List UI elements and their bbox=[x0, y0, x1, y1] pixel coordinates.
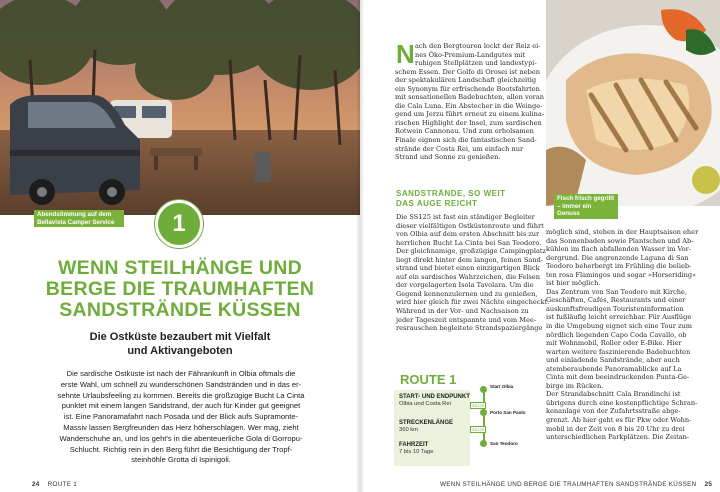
chapter-headline bbox=[30, 258, 330, 321]
page-number: 24 bbox=[32, 481, 40, 488]
text-line: Während in der Vor- und Nachsaison zu bbox=[396, 307, 529, 316]
text-line: mobil in der Zeit von 8 bis 20 Uhr zu drei bbox=[546, 424, 685, 433]
stop-label: San Teodoro bbox=[490, 441, 518, 446]
lead-line: Schlucht. Richtig rein in den Berg führt die Besichtigung der Tropf- bbox=[69, 444, 293, 454]
text-line: übrigens durch eine kostenpflichtige Schran- bbox=[546, 398, 698, 407]
text-line: resrauschen begleitete Strandspaziergänge bbox=[396, 324, 543, 333]
section-text-column-2 bbox=[546, 228, 716, 442]
drop-cap: N bbox=[396, 39, 415, 69]
text-line: atemberaubende Panoramablicke auf La bbox=[546, 364, 682, 373]
intro-line: schem Essen. Der Golfo di Orosei ist neben bbox=[395, 67, 540, 76]
lead-paragraph bbox=[22, 369, 340, 466]
right-folio bbox=[440, 481, 712, 488]
text-line: auf ein sardisches Wahrzeichen, die Felsen bbox=[396, 272, 540, 281]
lead-line: Massiv lassen Bergfreunden das Herz höherschlagen. Wer mag, zieht bbox=[63, 422, 299, 432]
stop-dot bbox=[480, 440, 487, 447]
text-line: das Sonnenbaden sowie Plantschen und Ab- bbox=[546, 236, 694, 245]
length-fact bbox=[399, 420, 453, 434]
subhead-line: Die Ostküste bezaubert mit Vielfalt bbox=[89, 331, 271, 343]
text-line: von Olbia auf dem ersten Abschnitt bis zur bbox=[396, 230, 540, 239]
intro-line: gend um Jerzu führt erneut zu einem kulina- bbox=[395, 110, 545, 119]
intro-line: die Cala Luna. Ein Abstecher in die Weinge- bbox=[395, 101, 543, 110]
duration-label: FAHRZEIT bbox=[399, 442, 429, 448]
intro-line: Strand und Sonne zu genießen. bbox=[395, 153, 501, 162]
intro-line: der spektakulären Landschaft gleichzeitig bbox=[395, 76, 537, 85]
text-line: dieser vielfältigen Ostküstenroute und führt bbox=[396, 221, 544, 230]
left-folio bbox=[32, 481, 77, 488]
text-line: Geschäften, Cafés, Restaurants und einer bbox=[546, 296, 686, 305]
text-line: auskunftsfreudigen Touristeninformation bbox=[546, 304, 684, 313]
section-heading bbox=[396, 189, 546, 209]
lead-line: ist. Eine Panoramafahrt nach Posada und der Blick aufs Supramonte- bbox=[63, 412, 299, 422]
start-label: START- UND ENDPUNKT bbox=[399, 394, 470, 400]
text-line: grenzt. Ab hier geht es für Pkw oder Wohn- bbox=[546, 416, 692, 425]
camper-at-dusk-image bbox=[0, 0, 360, 215]
intro-line: ruhigen Stellplätzen und landestypi- bbox=[415, 59, 537, 68]
text-line: unterschiedlichen Parkplätzen. Die Zeitan- bbox=[546, 433, 690, 442]
grilled-fish-image bbox=[546, 0, 720, 206]
lead-line: steinhöhle Grotta di Ispinigoli. bbox=[131, 455, 231, 465]
text-line: Gegend kennenzulernen und zu genießen, bbox=[396, 289, 538, 298]
text-line: in die Umgebung eignet sich eine Tour zum bbox=[546, 322, 692, 331]
text-line: ist hier möglich. bbox=[546, 279, 601, 288]
stop-label: Porto San Paolo bbox=[490, 410, 526, 415]
intro-line: ach den Bergtouren lockt der Reiz ei- bbox=[415, 42, 541, 50]
route-line bbox=[483, 388, 485, 444]
section-heading-line: SANDSTRÄNDE, SO WEIT bbox=[396, 189, 506, 198]
text-line: Die SS125 ist fast ein ständiger Begleiter bbox=[396, 213, 535, 221]
intro-line: Rotwein Cannonau. Und zum erholsamen bbox=[395, 127, 534, 136]
text-line: ten rosa Flamingos und sogar »Horseriding« bbox=[546, 270, 697, 279]
chapter-subhead bbox=[30, 331, 330, 358]
road-label: SS125 bbox=[472, 403, 485, 408]
intro-line: mit sensationellen Badebuchten, allen voran bbox=[395, 93, 545, 102]
camper-photo bbox=[0, 0, 360, 215]
intro-text bbox=[395, 39, 545, 162]
chapter-number-badge: 1 bbox=[155, 200, 203, 248]
text-line: ist fußläufig leicht erreichbar. Für Ausflüge bbox=[546, 313, 692, 322]
text-line: möglich sind, stehen in der Hauptsaison eher bbox=[546, 228, 699, 236]
start-value: Olbia und Costa Rei bbox=[399, 401, 451, 407]
text-line: warten weitere faszinierende Badebuchten bbox=[546, 347, 691, 356]
text-line: Das Zentrum von San Teodoro mit Kirche, bbox=[546, 287, 688, 296]
text-line: jeder Tageszeit entspannte und vom Mee- bbox=[396, 315, 536, 324]
lead-line: sehnte Urlaubsfeeling zu kommen. Bereits die großzügige Bucht La Cinta bbox=[57, 390, 305, 400]
route-facts bbox=[394, 390, 470, 466]
text-line: Cinta mit dem beeindruckenden Punta-Ge- bbox=[546, 373, 690, 382]
length-label: STRECKENLÄNGE bbox=[399, 420, 454, 426]
lead-line: punktet mit einem langen Sandstrand, der auch für Kinder gut geeignet bbox=[61, 401, 301, 411]
section-heading-line: DAS AUGE REICHT bbox=[396, 199, 478, 208]
stop-dot bbox=[480, 386, 487, 393]
intro-line: ein Synonym für erfrischende Bootsfahrten bbox=[395, 84, 540, 93]
section-text-column-1 bbox=[396, 213, 548, 333]
text-line: der vorgelagerten Isola Tavolara. Um die bbox=[396, 281, 534, 290]
text-line: kenanlage von der Zufahrtsstraße abge- bbox=[546, 407, 681, 416]
road-label: SS125 bbox=[472, 427, 485, 432]
headline-line: SANDSTRÄNDE KÜSSEN bbox=[59, 299, 301, 321]
intro-line: nes Öko-Premium-Landgutes mit bbox=[415, 50, 526, 59]
stop-dot bbox=[480, 409, 487, 416]
headline-line: BERGE DIE TRAUMHAFTEN bbox=[45, 278, 315, 300]
headline-line: WENN STEILHÄNGE UND bbox=[57, 257, 303, 279]
text-line: Teodoro beherbergt im Frühling die belieb- bbox=[546, 262, 692, 271]
left-photo-caption: Abendstimmung auf dem Bellavista Camper Service bbox=[34, 210, 124, 227]
page-number: 25 bbox=[704, 481, 713, 488]
start-fact bbox=[399, 394, 470, 408]
text-line: dergrund. Die angrenzende Laguna di San bbox=[546, 253, 689, 262]
text-line: kühlen im flach abfallenden Wasser im Vor- bbox=[546, 245, 692, 254]
right-photo-caption: Fisch frisch gegrillt – immer ein Genuss bbox=[554, 194, 618, 219]
text-line: mit Wohnmobil, Roller oder E-Bike. Hier bbox=[546, 339, 682, 348]
lead-line: Wanderschuhe an, und los geht's in die abenteuerliche Gola di Gorropu- bbox=[59, 433, 303, 443]
duration-value: 7 bis 10 Tage bbox=[399, 449, 434, 455]
length-value: 360 km bbox=[399, 427, 419, 433]
duration-fact bbox=[399, 442, 433, 456]
subhead-line: und Aktivangeboten bbox=[127, 344, 233, 357]
folio-label: ROUTE 1 bbox=[47, 481, 78, 488]
text-line: wird hier gleich für zwei Nächte eingecheckt. bbox=[396, 298, 550, 307]
text-line: birge im Rücken. bbox=[546, 381, 604, 390]
route-title: ROUTE 1 bbox=[400, 372, 457, 387]
stop-label: Start Olbia bbox=[490, 384, 514, 389]
grilled-fish-photo bbox=[546, 0, 720, 206]
route-info-box bbox=[394, 372, 542, 468]
lead-line: Die sardische Ostküste ist nach der Fährankunft in Olbia oftmals die bbox=[66, 369, 296, 378]
intro-line: Finale eignen sich die fantastischen Sand- bbox=[395, 136, 537, 145]
folio-label: WENN STEILHÄNGE UND BERGE DIE TRAUMHAFTEN SANDSTRÄNDE KÜSSEN bbox=[440, 481, 697, 488]
text-line: nördlich liegenden Capo Coda Cavallo, ob bbox=[546, 330, 687, 339]
lead-line: erste Wahl, um schnell zu wunderschönen Sandstränden und in das er- bbox=[60, 379, 302, 389]
text-line: Der Strandabschnitt Cala Brandinchi ist bbox=[546, 390, 681, 399]
text-line: Der gleichnamige, großzügige Campingplatz bbox=[396, 247, 546, 256]
intro-line: strände der Costa Rei, um einfach nur bbox=[395, 144, 524, 153]
intro-line: rischen Highlight der Insel, zum sardischen bbox=[395, 118, 542, 127]
route-stops-diagram bbox=[472, 384, 540, 468]
text-line: strand und bietet einen einzigartigen Blick bbox=[396, 264, 540, 273]
text-line: herrlichen Bucht La Cinta bei San Teodoro. bbox=[396, 238, 542, 247]
text-line: liegt direkt hinter dem langen, feinen Sand- bbox=[396, 255, 544, 264]
text-line: und einladende Sandstrände, aber auch bbox=[546, 356, 680, 365]
